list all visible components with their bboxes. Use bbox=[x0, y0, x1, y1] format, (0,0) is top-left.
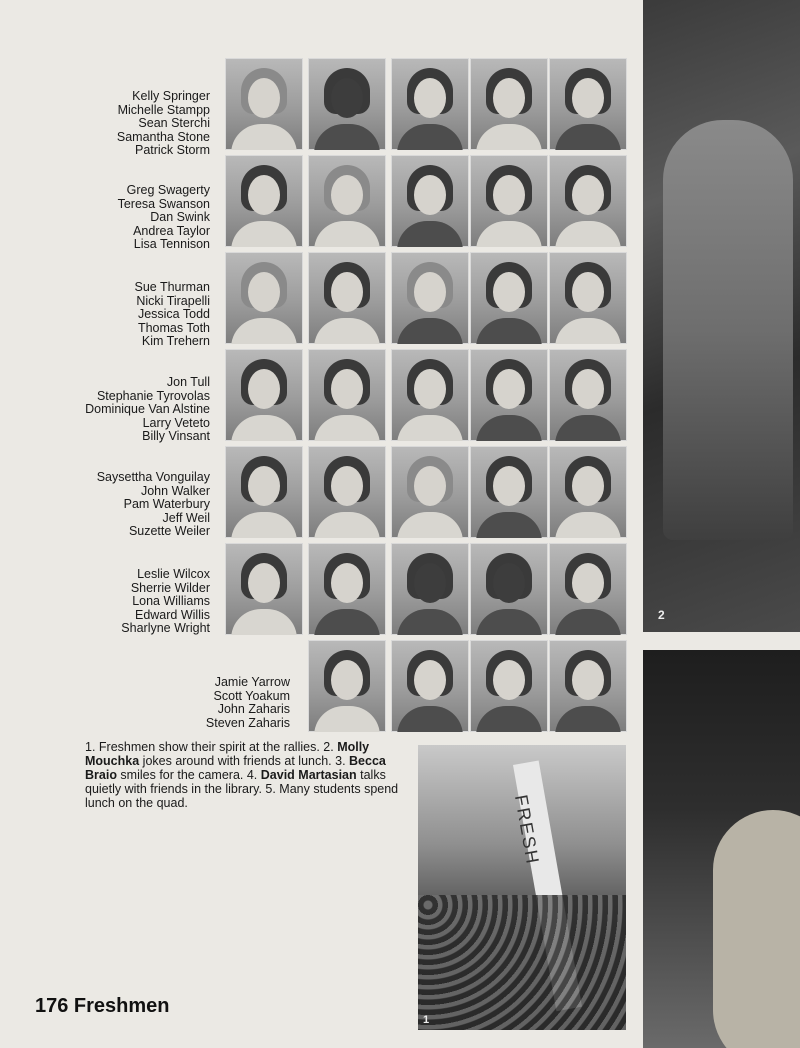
portrait-row bbox=[225, 58, 627, 150]
page-folio: 176 Freshmen bbox=[35, 995, 170, 1017]
portrait-photo bbox=[308, 155, 386, 247]
student-name: Kelly Springer bbox=[132, 89, 210, 103]
student-name: Greg Swagerty bbox=[126, 183, 210, 197]
student-name: Edward Willis bbox=[134, 607, 210, 622]
portrait-closeup-photo bbox=[643, 650, 800, 1048]
portrait-photo bbox=[549, 58, 627, 150]
name-list bbox=[0, 281, 210, 349]
portrait-photo bbox=[391, 155, 469, 247]
portrait-photo bbox=[470, 155, 548, 247]
portrait-photo bbox=[225, 349, 303, 441]
portrait-photo bbox=[391, 252, 469, 344]
student-name: Sue Thurman bbox=[134, 280, 210, 294]
portrait-photo bbox=[549, 640, 627, 732]
student-name: Larry Veteto bbox=[142, 415, 210, 430]
portrait-photo bbox=[470, 349, 548, 441]
portrait-grid bbox=[225, 58, 627, 732]
caption-name: Becca Braio bbox=[85, 754, 386, 782]
name-list bbox=[0, 568, 210, 636]
portrait-photo bbox=[470, 640, 548, 732]
portrait-photo bbox=[225, 543, 303, 635]
photo-caption: 1. Freshmen show their spirit at the rallies. 2. Molly Mouchka jokes around with friends at lunch. 3. Becca Braio smiles for the camera. 4. David Martasian talks quietly with friends in the library. 5. Many students spend lunch on the quad. bbox=[85, 740, 399, 810]
student-name: Dan Swink bbox=[150, 210, 210, 224]
lunch-photo bbox=[643, 0, 800, 632]
student-name: Sean Sterchi bbox=[138, 116, 210, 130]
name-list bbox=[0, 471, 210, 539]
name-list bbox=[0, 184, 210, 252]
portrait-row bbox=[225, 252, 627, 344]
rally-photo bbox=[418, 745, 626, 1030]
student-figure bbox=[663, 120, 793, 540]
student-name: Stephanie Tyrovolas bbox=[96, 388, 210, 403]
photo-number: 1 bbox=[423, 1014, 430, 1026]
student-name: Lisa Tennison bbox=[133, 237, 210, 251]
student-name: Steven Zaharis bbox=[205, 715, 290, 730]
photo-number: 2 bbox=[658, 608, 665, 622]
name-list bbox=[0, 376, 210, 444]
portrait-photo bbox=[470, 446, 548, 538]
student-name: Saysettha Vonguilay bbox=[96, 470, 210, 484]
portrait-photo bbox=[470, 252, 548, 344]
student-name: Andrea Taylor bbox=[133, 223, 210, 238]
portrait-row bbox=[225, 543, 627, 635]
portrait-row bbox=[225, 155, 627, 247]
hair-closeup bbox=[713, 810, 800, 1048]
student-name: Sherrie Wilder bbox=[130, 580, 210, 595]
student-name: Michelle Stampp bbox=[117, 102, 210, 117]
portrait-photo bbox=[549, 252, 627, 344]
student-name: Lona Williams bbox=[132, 594, 210, 608]
student-name: Samantha Stone bbox=[116, 129, 210, 144]
portrait-photo bbox=[549, 543, 627, 635]
student-name: John Zaharis bbox=[217, 702, 290, 716]
portrait-photo bbox=[308, 252, 386, 344]
student-name: Nicki Tirapelli bbox=[136, 293, 210, 308]
student-name: Jamie Yarrow bbox=[214, 675, 290, 689]
portrait-photo bbox=[549, 446, 627, 538]
student-name: Jeff Weil bbox=[162, 510, 210, 525]
portrait-photo bbox=[225, 58, 303, 150]
student-name: Jon Tull bbox=[166, 375, 210, 389]
portrait-photo bbox=[391, 640, 469, 732]
portrait-photo bbox=[308, 349, 386, 441]
student-name: Dominique Van Alstine bbox=[85, 402, 210, 416]
portrait-photo bbox=[308, 58, 386, 150]
student-name: Leslie Wilcox bbox=[137, 567, 210, 581]
caption-name: Molly Mouchka bbox=[85, 740, 370, 768]
portrait-photo bbox=[391, 446, 469, 538]
student-name: Billy Vinsant bbox=[142, 429, 210, 443]
student-name: Teresa Swanson bbox=[117, 196, 210, 211]
banner-text: FRESH bbox=[510, 793, 543, 867]
student-name: John Walker bbox=[140, 483, 210, 498]
portrait-photo bbox=[549, 155, 627, 247]
portrait-photo bbox=[391, 58, 469, 150]
portrait-photo bbox=[549, 349, 627, 441]
portrait-photo bbox=[225, 446, 303, 538]
student-name: Pam Waterbury bbox=[123, 497, 210, 511]
student-name: Sharlyne Wright bbox=[121, 621, 210, 635]
portrait-photo bbox=[308, 543, 386, 635]
student-name: Suzette Weiler bbox=[128, 524, 210, 538]
student-name: Jessica Todd bbox=[137, 307, 210, 321]
portrait-photo bbox=[225, 155, 303, 247]
crowd bbox=[418, 895, 626, 1030]
portrait-row bbox=[225, 349, 627, 441]
portrait-photo bbox=[225, 252, 303, 344]
student-name: Kim Trehern bbox=[141, 334, 210, 348]
portrait-photo bbox=[470, 58, 548, 150]
student-name: Patrick Storm bbox=[134, 143, 210, 157]
caption-name: David Martasian bbox=[260, 768, 357, 782]
student-name: Thomas Toth bbox=[137, 320, 210, 335]
portrait-photo bbox=[391, 543, 469, 635]
portrait-photo bbox=[308, 640, 386, 732]
portrait-photo bbox=[470, 543, 548, 635]
student-name: Scott Yoakum bbox=[213, 688, 290, 703]
name-list bbox=[80, 676, 290, 730]
name-list bbox=[0, 90, 210, 158]
portrait-photo bbox=[391, 349, 469, 441]
portrait-row bbox=[225, 446, 627, 538]
portrait-photo bbox=[308, 446, 386, 538]
